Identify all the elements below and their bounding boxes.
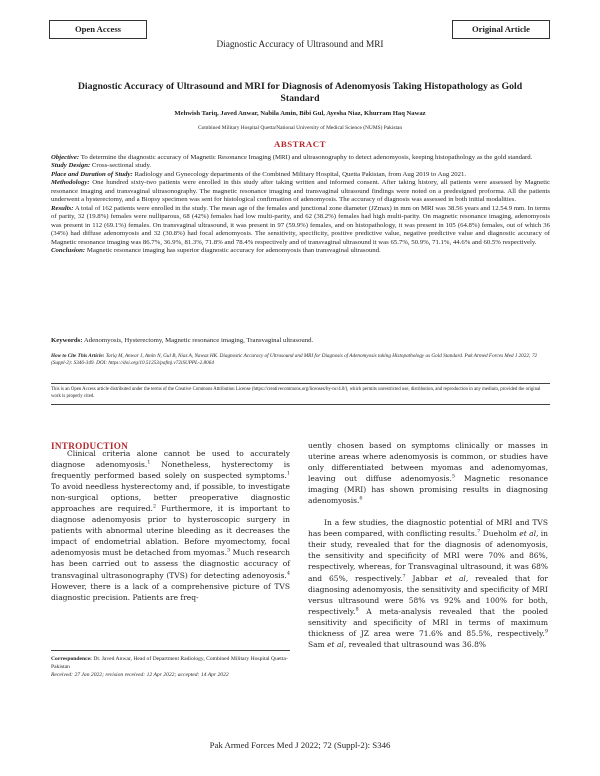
- open-access-label: Open Access: [49, 20, 147, 39]
- correspondence-label: Correspondence:: [51, 656, 92, 662]
- text-run: A meta-analysis revealed that the pooled sensitivity and specificity of MRI in terms of maximum thickness of JZ area were 71.6% and 85.5%, respectively.: [308, 606, 548, 638]
- right-column: [308, 440, 548, 650]
- running-head: Diagnostic Accuracy of Ultrasound and MRI: [216, 40, 384, 50]
- keywords-label: Keywords:: [51, 337, 83, 344]
- text-run: , revealed that for diagnosing adenomyosis, the sensitivity and specificity of MRI versus ultrasound were 58% vs 92% and 100% for both, respectively.: [308, 573, 548, 616]
- objective-text: To determine the diagnostic accuracy of Magnetic Resonance Imaging (MRI) and ultrasonography to detect adenomyosis, keeping histopathology as the gold standard.: [80, 154, 533, 161]
- text-run: However, there is a lack of a comprehensive picture of TVS diagnostic precision. Patients are freq-: [51, 581, 290, 602]
- reference: 2: [152, 503, 157, 510]
- conclusion-text: Magnetic resonance imaging has superior diagnostic accuracy for adenomyosis than transvaginal ultrasound.: [86, 246, 381, 254]
- reference: 7: [477, 528, 481, 535]
- abstract-body: [51, 154, 550, 255]
- intro-paragraph: [308, 517, 548, 650]
- introduction-heading: INTRODUCTION: [51, 441, 129, 451]
- text-run: et al: [519, 529, 536, 539]
- objective-label: Objective:: [51, 154, 80, 161]
- text-run: , in their study, revealed that for the diagnosis of adenomyosis, the sensitivity and specificity of MRI were 70% and 86%, respectively, whereas, for Transvaginal ultrasound, it was 68% and 65%, respectively.: [308, 529, 549, 583]
- correspondence-note: [51, 655, 290, 679]
- license-note: This is an Open Access article distributed under the terms of the Creative Commons Attribution License (https://creativecommons.org/licenses/by-nc/4.0/), which permits unrestricted use, distribution, and reproduction in any medium, provided the original work is properly cited.: [51, 387, 541, 399]
- correspondence-text: Dr. Javed Anwar, Head of Department Radiology, Combined Military Hospital Quetta-Pakistan: [51, 656, 288, 670]
- citation: [51, 353, 550, 367]
- design-label: Study Design:: [51, 162, 91, 170]
- page-footer: Pak Armed Forces Med J 2022; 72 (Suppl-2): S346: [209, 740, 391, 750]
- design-text: Cross-sectional study.: [91, 162, 152, 170]
- abstract-results: [51, 205, 550, 247]
- text-run: Nonetheless, hysterectomy is frequently performed based solely on suspected symptoms.: [51, 460, 290, 481]
- text-run: Magnetic resonance imaging (MRI) has shown promising results in diagnosing adenomyosis.: [308, 474, 549, 506]
- affiliation: Combined Military Hospital Quetta/National University of Medical Science (NUMS) Pakistan: [197, 125, 403, 131]
- left-column: [51, 448, 290, 603]
- citation-text: Tariq M, Anwar J, Amin N, Gul B, Niaz A, Nawaz HK. Diagnostic Accuracy of Ultrasound and MRI for Diagnosis of Adenomyosis taking Histopathology as Gold Standard. Pak Armed Forces Med J 2022; 72 (Suppl-2): S346-349. DOI: https://doi.org/10.51253/pafmj.v72iSUPPL-2.8064: [51, 353, 538, 366]
- text-run: et al: [444, 573, 466, 583]
- place-text: Radiology and Gynecology departments of the Combined Military Hospital, Quetta Pakistan, from Aug 2019 to Aug 2021.: [134, 170, 467, 178]
- received-dates: Received: 27 Jan 2022; revision received: 12 Apr 2022; accepted: 14 Apr 2022: [51, 672, 229, 678]
- citation-label: How to Cite This Article:: [51, 353, 105, 359]
- divider: [51, 404, 550, 405]
- abstract-objective: [51, 154, 550, 162]
- place-label: Place and Duration of Study:: [51, 170, 133, 178]
- abstract-heading: ABSTRACT: [274, 139, 326, 149]
- text-run: et al: [327, 639, 344, 649]
- keywords-text: Adenomyosis, Hysterectomy, Magnetic resonance imaging, Transvaginal ultrasound.: [83, 337, 314, 344]
- abstract-place: [51, 171, 550, 179]
- intro-paragraph: [308, 440, 548, 506]
- text-run: uently chosen based on symptoms clinically or masses in uterine areas where adenomyosis is common, or studies have only differentiated between myomas and adenomyomas, leaving out diffuse adenomyosis.: [308, 441, 548, 484]
- author-list: Mehwish Tariq, Javed Anwar, Nabila Amin, Bibi Gul, Ayesha Niaz, Khurram Haq Nawaz: [174, 110, 426, 117]
- article-type-label: Original Article: [452, 20, 550, 39]
- reference: 1: [147, 459, 151, 466]
- reference: 7: [402, 573, 406, 580]
- reference: 9: [544, 628, 548, 635]
- reference: 1: [286, 470, 290, 477]
- methodology-label: Methodology:: [51, 179, 90, 187]
- results-text: A total of 162 patients were enrolled in the study. The mean age of the females and junctional zone diameter (JZmax) in mm on MRI was 38.56 years and 12.54.9 mm. In terms of parity, 32 (19.8%) females were nulliparous, 68 (42%) females had low multi-parity, and 62 (38.2%) females had high multi-parity. On magnetic resonance imaging, adenomyosis was present in 112 (69.1%) females. On transvaginal ultrasound, it was present in 97 (59.9%) females, and on histopathology, it was present in 105 (64.8%) females, out of which 36 (34%) had diffuse adenomyosis and 32 (30.8%) had focal adenomyosis. The sensitivity, specificity, positive predictive value, negative predictive value and diagnostic accuracy of Magnetic resonance imaging was 86.7%, 36.9%, 81.3%, 71.8% and 78.4% respectively and of transvaginal ultrasound it was 65.7%, 50.9%, 71.1%, 44.6% and 60.5% respectively.: [51, 204, 550, 246]
- text-run: Dueholm: [480, 529, 520, 539]
- reference: 3: [226, 547, 231, 554]
- results-label: Results:: [51, 204, 74, 212]
- text-run: In a few studies, the diagnostic potential of MRI and TVS has been compared, with conflicting results.: [308, 518, 548, 539]
- divider: [51, 383, 550, 384]
- abstract-methodology: [51, 179, 550, 204]
- text-run: To avoid needless hysterectomy and, if possible, to investigate non-surgical options, better preoperative diagnostic approaches are required.: [51, 482, 290, 514]
- reference: 4: [286, 570, 290, 577]
- reference: 8: [355, 606, 359, 613]
- methodology-text: One hundred sixty-two patients were enrolled in this study after taking written and informed consent. After taking history, all patients were assessed by Magnetic resonance imaging and transvaginal ultrasonography. The magnetic resonance imaging and transvaginal ultrasound findings were noted on a predesigned proforma. All the patients underwent a hysterectomy, and a Biopsy specimen was sent for histological confirmation of adenomyosis. The accuracy of diagnosis was assessed in both initial modalities.: [51, 179, 551, 204]
- text-run: Clinical criteria alone cannot be used to accurately diagnose adenomyosis.: [51, 449, 290, 470]
- reference: 6: [359, 495, 363, 502]
- text-run: Sam: [308, 639, 328, 649]
- abstract-design: [51, 162, 550, 170]
- divider: [51, 650, 290, 651]
- keywords: [51, 337, 550, 344]
- reference: 5: [451, 473, 456, 480]
- abstract-conclusion: [51, 247, 550, 255]
- text-run: Much research has been carried out to assess the diagnostic accuracy of transvaginal ultrasonography (TVS) for detecting adenoyosis.: [51, 548, 290, 580]
- text-run: Furthermore, it is important to diagnose adenomyosis prior to hysteroscopic surgery in patients with abnormal uterine bleeding as it decreases the impact of endometrial ablation. Before myomectomy, focal adenomyosis must be detached from myomas.: [51, 504, 290, 558]
- article-title: Diagnostic Accuracy of Ultrasound and MRI for Diagnosis of Adenomyosis Taking Histopathology as Gold Standard: [77, 81, 523, 104]
- text-run: , revealed that ultrasound was 36.8%: [343, 639, 486, 649]
- conclusion-label: Conclusion:: [51, 246, 86, 254]
- text-run: Jabbar: [405, 573, 445, 583]
- intro-paragraph: [51, 448, 290, 603]
